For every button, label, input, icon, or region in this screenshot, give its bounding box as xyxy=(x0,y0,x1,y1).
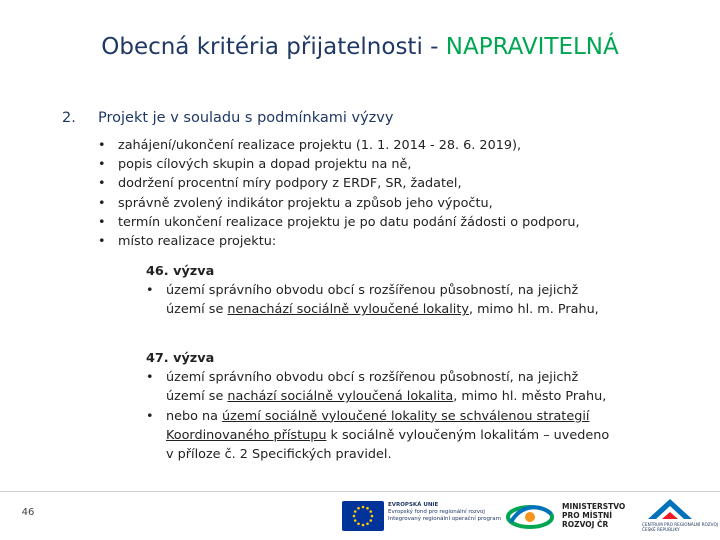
crr-logo-text xyxy=(642,522,718,532)
underlined-term: nachází sociálně vyloučená lokalita xyxy=(227,389,454,405)
bullet-icon: • xyxy=(146,283,154,299)
vyzva-47-a-line2 xyxy=(166,387,609,406)
vyzva-47-label: 47. výzva xyxy=(146,351,215,366)
bullet-icon: • xyxy=(98,195,106,211)
underlined-term: území sociálně vyloučené lokality se schválenou strategií xyxy=(222,408,590,424)
text-segment: území se xyxy=(166,389,228,405)
list-item-text: zahájení/ukončení realizace projektu (1. 1. 2014 - 28. 6. 2019), xyxy=(118,138,522,153)
vyzva-47-block xyxy=(146,349,609,464)
underlined-term: Koordinovaného přístupu xyxy=(166,427,327,443)
eu-logo-text xyxy=(388,502,501,523)
text-segment: nebo na xyxy=(166,408,223,424)
vyzva-46-line2 xyxy=(166,300,599,319)
bullet-icon: • xyxy=(146,408,154,424)
mmr-line3: ROZVOJ ČR xyxy=(562,520,609,529)
text-segment: území se xyxy=(166,302,228,318)
eu-flag-icon xyxy=(342,501,384,531)
text-segment: , mimo hl. m. Prahu, xyxy=(468,302,599,318)
bullet-icon: • xyxy=(98,157,106,173)
vyzva-47-item-a xyxy=(146,368,609,406)
eu-line1: EVROPSKÁ UNIE xyxy=(388,502,439,508)
list-item-text: popis cílových skupin a dopad projektu na ně, xyxy=(118,157,412,173)
text-segment: k sociálně vyloučeným lokalitám – uvedeno xyxy=(326,427,610,443)
list-item-text: dodržení procentní míry podpory z ERDF, SR, žadatel, xyxy=(118,176,462,192)
bullet-icon: • xyxy=(98,234,106,250)
underlined-term: nenachází sociálně vyloučené lokality xyxy=(227,302,469,318)
mmr-line1: MINISTERSTVO xyxy=(562,502,626,511)
section-text: Projekt je v souladu s podmínkami výzvy xyxy=(98,110,394,126)
list-item xyxy=(98,194,580,213)
footer-divider xyxy=(0,491,720,492)
vyzva-47-b-line3: v příloze č. 2 Specifických pravidel. xyxy=(166,447,392,463)
criteria-list xyxy=(98,136,580,251)
mmr-line2: PRO MÍSTNÍ xyxy=(562,511,613,520)
vyzva-46-item xyxy=(146,281,599,319)
crr-line1: CENTRUM PRO REGIONÁLNÍ ROZVOJ xyxy=(642,522,718,527)
bullet-icon: • xyxy=(146,370,154,386)
list-item-text: správně zvolený indikátor projektu a způsob jeho výpočtu, xyxy=(118,195,493,211)
bullet-icon: • xyxy=(98,214,106,230)
vyzva-46-line1: území správního obvodu obcí s rozšířenou působností, na jejichž xyxy=(166,283,579,299)
mmr-logo-text xyxy=(562,502,625,529)
title-part-main: Obecná kritéria přijatelnosti - xyxy=(101,34,446,60)
section-heading xyxy=(62,110,393,126)
eu-line3: Integrovaný regionální operační program xyxy=(388,516,501,522)
text-segment: , mimo hl. město Prahu, xyxy=(453,389,607,405)
crr-logo-icon xyxy=(634,497,714,523)
crr-line2: ČESKÉ REPUBLIKY xyxy=(642,527,680,532)
list-item xyxy=(98,213,580,232)
title-part-highlight: NAPRAVITELNÁ xyxy=(445,34,619,60)
vyzva-47-a-line1: území správního obvodu obcí s rozšířenou působností, na jejichž xyxy=(166,370,579,386)
eu-line2: Evropský fond pro regionální rozvoj xyxy=(388,509,485,515)
list-item-text: termín ukončení realizace projektu je po datu podání žádosti o podporu, xyxy=(118,214,580,230)
vyzva-47-b-line2 xyxy=(166,426,609,445)
page-number: 46 xyxy=(21,507,35,518)
list-item xyxy=(98,174,580,193)
vyzva-47-b-line1 xyxy=(166,407,609,426)
vyzva-46-block xyxy=(146,262,599,320)
list-item-text: místo realizace projektu: xyxy=(118,234,277,250)
irop-logo-icon xyxy=(505,500,555,532)
page-title xyxy=(0,34,720,60)
vyzva-46-label: 46. výzva xyxy=(146,264,215,279)
list-item xyxy=(98,155,580,174)
list-item xyxy=(98,136,580,155)
bullet-icon: • xyxy=(98,176,106,192)
bullet-icon: • xyxy=(98,138,106,153)
vyzva-47-item-b xyxy=(146,407,609,465)
section-number: 2. xyxy=(62,110,76,126)
list-item xyxy=(98,232,580,251)
